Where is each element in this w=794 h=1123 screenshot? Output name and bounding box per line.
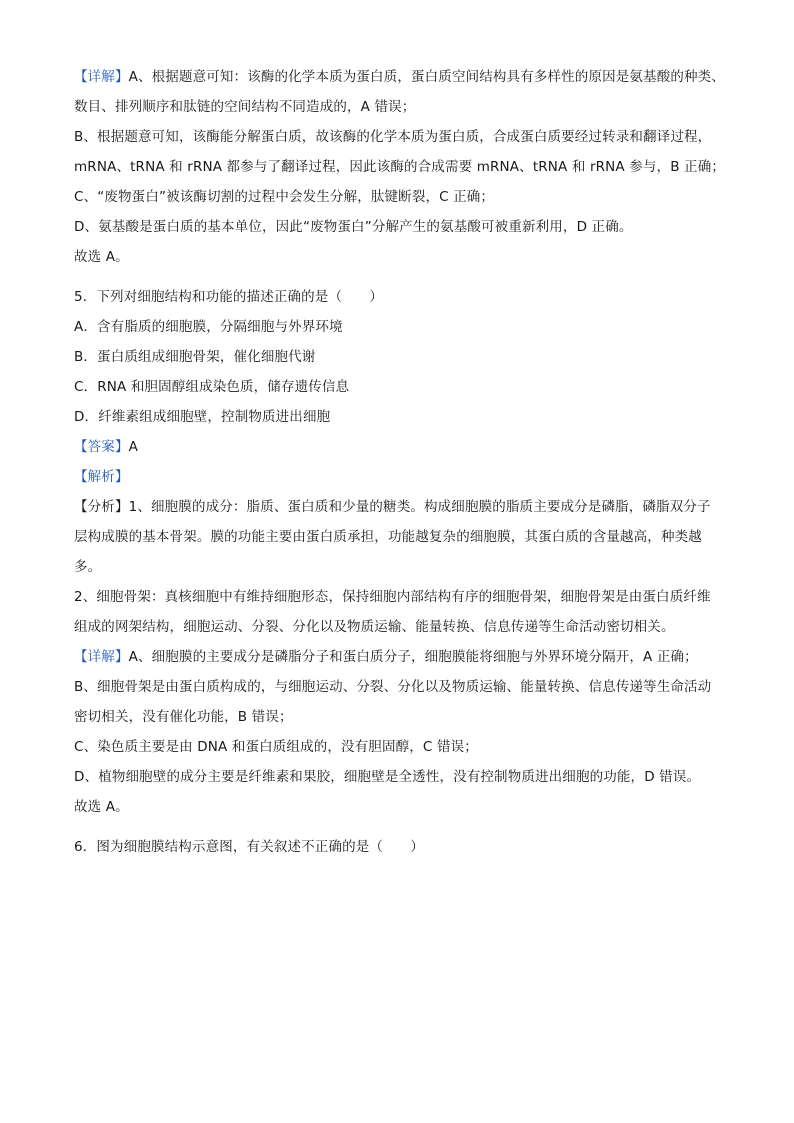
spacer	[74, 822, 734, 832]
spacer	[74, 272, 734, 282]
question-6-stem: 6．图为细胞膜结构示意图，有关叙述不正确的是（ ）	[74, 839, 424, 855]
fenxi-tag: 【分析】	[74, 499, 129, 515]
q5-detail-line-3: 密切相关，没有催化功能，B 错误；	[74, 709, 293, 725]
fenxi-line-5: 组成的网架结构，细胞运动、分裂、分化以及物质运输、能量转换、信息传递等生命活动密切相关。	[74, 619, 675, 635]
q4-detail-line-5: C、“废物蛋白”被该酶切割的过程中会发生分解，肽键断裂，C 正确；	[74, 189, 495, 205]
q4-detail-line-2: 数目、排列顺序和肽链的空间结构不同造成的，A 错误；	[74, 99, 416, 115]
document-page	[74, 62, 734, 862]
analysis-tag: 【解析】	[74, 469, 129, 485]
answer-line	[74, 432, 734, 462]
q4-detail-line-3: B、根据题意可知，该酶能分解蛋白质，故该酶的化学本质为蛋白质，合成蛋白质要经过转录和翻译过程，	[74, 129, 712, 145]
question-5-option-b: B．蛋白质组成细胞骨架，催化细胞代谢	[74, 349, 316, 365]
question-5-stem: 5．下列对细胞结构和功能的描述正确的是（ ）	[74, 289, 384, 305]
q4-detail-line-1	[74, 62, 734, 92]
question-5-option-d: D．纤维素组成细胞壁，控制物质进出细胞	[74, 409, 331, 425]
q4-conclusion: 故选 A。	[74, 249, 129, 265]
q5-conclusion: 故选 A。	[74, 799, 129, 815]
q4-detail-line-4: mRNA、tRNA 和 rRNA 都参与了翻译过程，因此该酶的合成需要 mRNA、tRNA 和 rRNA 参与，B 正确；	[74, 159, 726, 175]
fenxi-line-2: 层构成膜的基本骨架。膜的功能主要由蛋白质承担，功能越复杂的细胞膜，其蛋白质的含量越高，种类越	[74, 529, 702, 545]
answer-tag: 【答案】	[74, 439, 129, 455]
question-5-option-a: A．含有脂质的细胞膜，分隔细胞与外界环境	[74, 319, 343, 335]
q5-detail-text: A、细胞膜的主要成分是磷脂分子和蛋白质分子，细胞膜能将细胞与外界环境分隔开，A 正确；	[128, 649, 698, 665]
q5-detail-line-4: C、染色质主要是由 DNA 和蛋白质组成的，没有胆固醇，C 错误；	[74, 739, 478, 755]
analysis-line	[74, 462, 734, 492]
question-5-option-c: C．RNA 和胆固醇组成染色质，储存遗传信息	[74, 379, 350, 395]
detail-tag: 【详解】	[74, 69, 129, 85]
q5-detail-line-5: D、植物细胞壁的成分主要是纤维素和果胶，细胞壁是全透性，没有控制物质进出细胞的功能，D 错误。	[74, 769, 701, 785]
q5-detail-line-2: B、细胞骨架是由蛋白质构成的，与细胞运动、分裂、分化以及物质运输、能量转换、信息传递等生命活动	[74, 679, 712, 695]
fenxi-text: 1、细胞膜的成分：脂质、蛋白质和少量的糖类。构成细胞膜的脂质主要成分是磷脂，磷脂双分子	[128, 499, 711, 515]
fenxi-line-4: 2、细胞骨架：真核细胞中有维持细胞形态，保持细胞内部结构有序的细胞骨架，细胞骨架是由蛋白质纤维	[74, 589, 711, 605]
fenxi-line-1	[74, 492, 734, 522]
q5-detail-line-1	[74, 642, 734, 672]
detail-tag: 【详解】	[74, 649, 129, 665]
answer-value: A	[128, 439, 138, 455]
q4-detail-line-6: D、氨基酸是蛋白质的基本单位，因此“废物蛋白”分解产生的氨基酸可被重新利用，D 正确。	[74, 219, 633, 235]
q4-detail-text: A、根据题意可知：该酶的化学本质为蛋白质，蛋白质空间结构具有多样性的原因是氨基酸的种类、	[128, 69, 725, 85]
fenxi-line-3: 多。	[74, 559, 102, 575]
